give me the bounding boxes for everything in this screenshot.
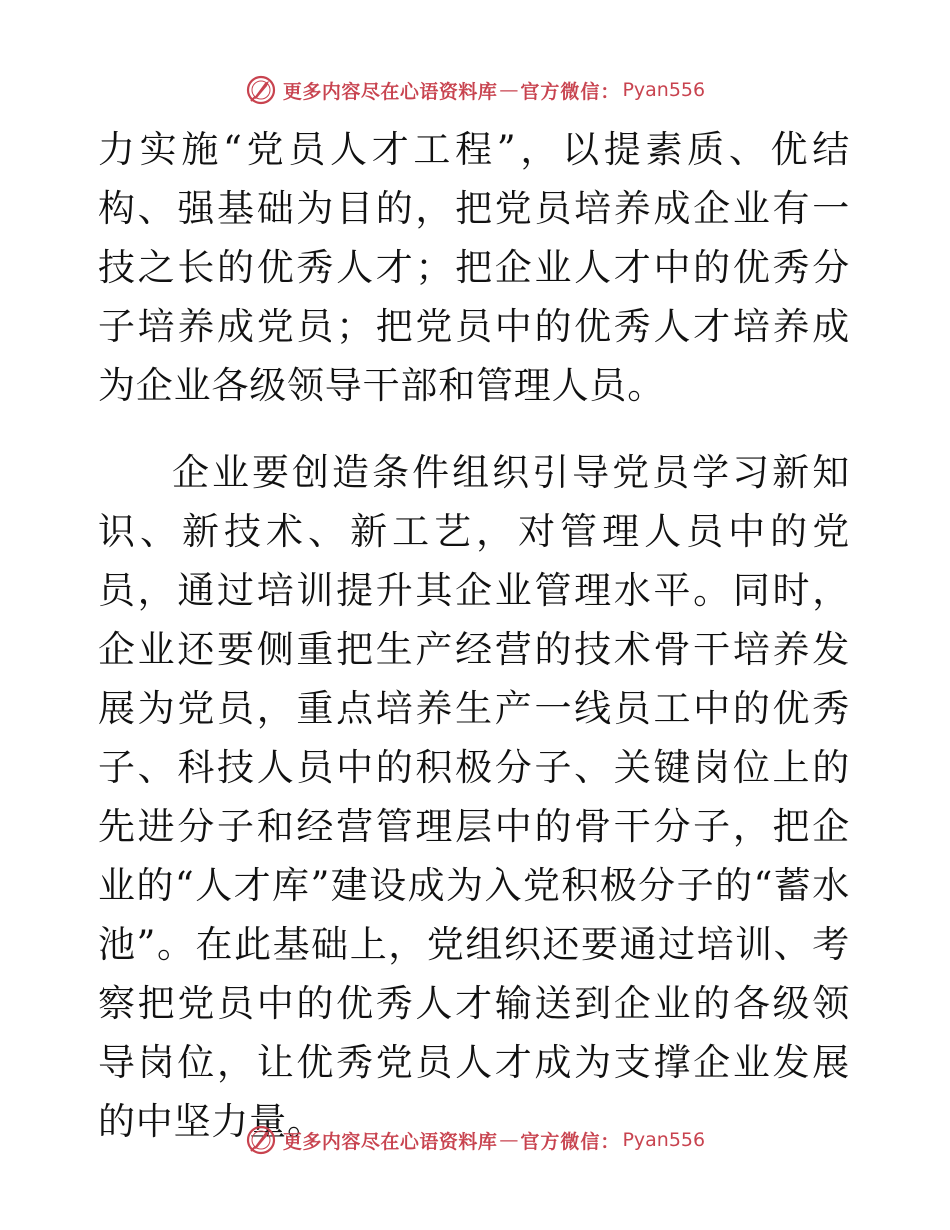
watermark-wechat-label: 官方微信： [520, 1130, 621, 1153]
header-watermark [0, 72, 950, 108]
watermark-text: 更多内容尽在心语资料库 [282, 80, 498, 103]
footer-watermark [0, 1122, 950, 1158]
watermark-separator: — [499, 1129, 519, 1151]
watermark-text: 更多内容尽在心语资料库 [282, 1130, 498, 1153]
quill-seal-icon [245, 1124, 277, 1156]
body-text [98, 120, 850, 1151]
quill-seal-icon [245, 74, 277, 106]
watermark-wechat-id: Pyan556 [622, 1129, 706, 1151]
watermark-wechat-id: Pyan556 [622, 79, 706, 101]
watermark-separator: — [499, 79, 519, 101]
paragraph-2: 企业要创造条件组织引导党员学习新知识、新技术、新工艺，对管理人员中的党员，通过培训提升其企业管理水平。同时，企业还要侧重把生产经营的技术骨干培养发展为党员，重点培养生产一线员工中的优秀子、科技人员中的积极分子、关键岗位上的先进分子和经营管理层中的骨干分子，把企业的“人才库”建设成为入党积极分子的“蓄水池”。在此基础上，党组织还要通过培训、考察把党员中的优秀人才输送到企业的各级领导岗位，让优秀党员人才成为支撑企业发展的中坚力量。 [98, 451, 850, 1143]
watermark-wechat-label: 官方微信： [520, 80, 621, 103]
paragraph-1: 力实施“党员人才工程”，以提素质、优结构、强基础为目的，把党员培养成企业有一技之长的优秀人才；把企业人才中的优秀分子培养成党员；把党员中的优秀人才培养成为企业各级领导干部和管理人员。 [98, 128, 850, 407]
